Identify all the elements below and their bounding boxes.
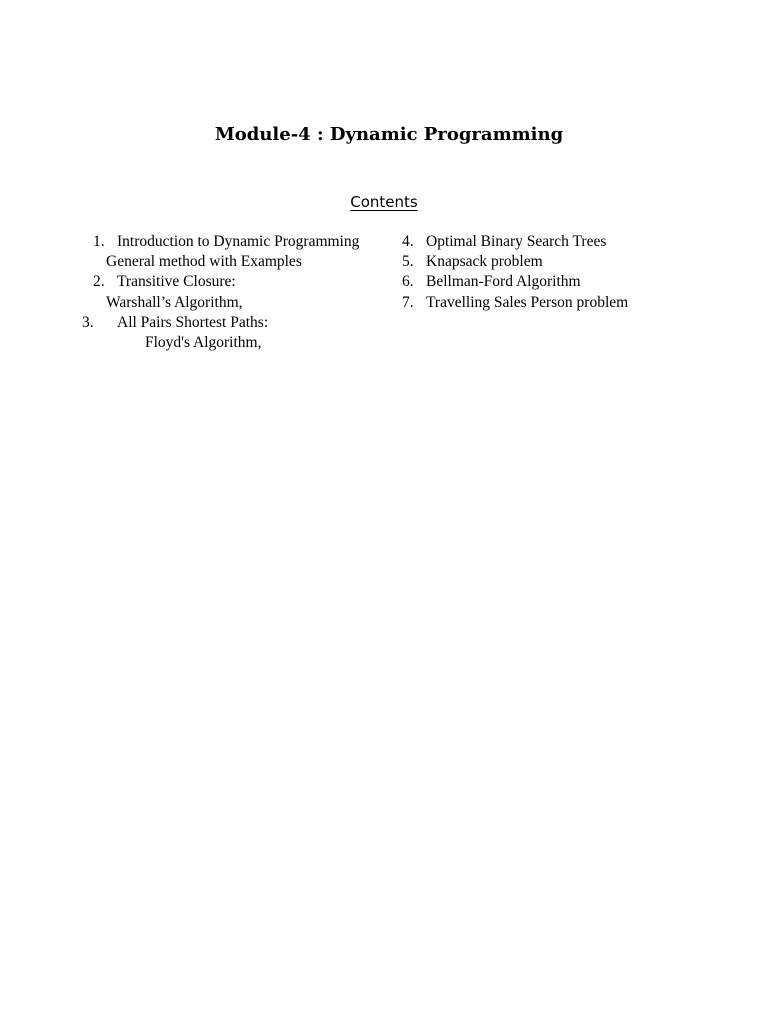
toc-item-5-number: 5. xyxy=(402,253,414,270)
toc-item-6-text: Bellman-Ford Algorithm xyxy=(426,273,581,290)
toc-item-2-subtext: Warshall’s Algorithm, xyxy=(106,294,243,311)
contents-heading: Contents xyxy=(350,193,418,211)
toc-item-5-text: Knapsack problem xyxy=(426,253,543,270)
toc-item-3-text: All Pairs Shortest Paths: xyxy=(117,314,269,331)
toc-item-2-text: Transitive Closure: xyxy=(117,273,236,290)
toc-item-6-number: 6. xyxy=(402,273,414,290)
toc-item-1-subtext: General method with Examples xyxy=(106,253,302,270)
toc-item-7-number: 7. xyxy=(402,294,414,311)
toc-item-7-text: Travelling Sales Person problem xyxy=(426,294,629,311)
toc-item-3-subtext: Floyd's Algorithm, xyxy=(145,334,262,351)
toc-item-4-number: 4. xyxy=(402,233,414,250)
toc-item-2-number: 2. xyxy=(93,273,105,290)
toc-item-1-number: 1. xyxy=(93,233,105,250)
toc-item-3-number: 3. xyxy=(82,314,94,331)
page-title: Module-4 : Dynamic Programming xyxy=(214,124,564,145)
toc-item-4-text: Optimal Binary Search Trees xyxy=(426,233,607,250)
toc-item-1-text: Introduction to Dynamic Programming xyxy=(117,233,360,250)
